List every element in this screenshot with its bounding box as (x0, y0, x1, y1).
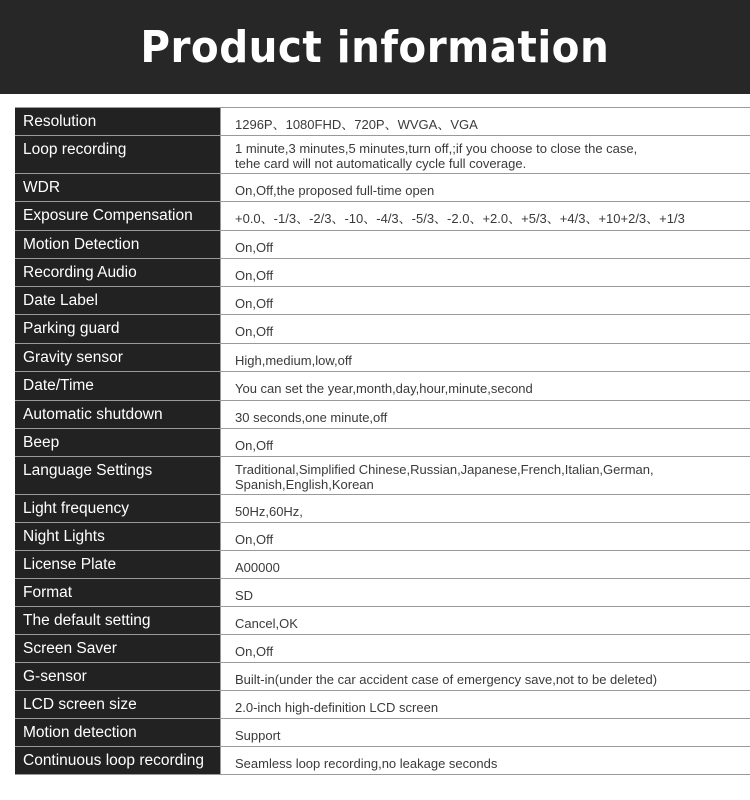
spec-value: 2.0-inch high-definition LCD screen (235, 700, 439, 715)
spec-label: Motion detection (15, 719, 221, 746)
spec-row-beep (15, 429, 750, 457)
spec-row-motion-detection-support (15, 719, 750, 747)
spec-value: Seamless loop recording,no leakage seconds (235, 756, 498, 771)
spec-label: Light frequency (15, 495, 221, 522)
spec-value: On,Off (235, 296, 274, 311)
spec-label: Resolution (15, 108, 221, 135)
spec-value: On,Off,the proposed full-time open (235, 183, 435, 198)
spec-value: 1 minute,3 minutes,5 minutes,turn off,;if you choose to close the case, tehe card will not automatically cycle full coverage. (235, 141, 638, 171)
spec-label: Screen Saver (15, 635, 221, 662)
spec-label: Night Lights (15, 523, 221, 550)
spec-label: Beep (15, 429, 221, 456)
spec-row-light-frequency (15, 495, 750, 523)
spec-row-language-settings (15, 457, 750, 495)
spec-value: On,Off (235, 644, 274, 659)
spec-row-format (15, 579, 750, 607)
spec-row-automatic-shutdown (15, 401, 750, 429)
spec-label: License Plate (15, 551, 221, 578)
spec-value: You can set the year,month,day,hour,minute,second (235, 381, 533, 396)
spec-value: Built-in(under the car accident case of emergency save,not to be deleted) (235, 672, 658, 687)
spec-row-recording-audio (15, 259, 750, 287)
spec-row-lcd-screen-size (15, 691, 750, 719)
spec-value: On,Off (235, 324, 274, 339)
spec-row-motion-detection (15, 231, 750, 259)
spec-value: Traditional,Simplified Chinese,Russian,Japanese,French,Italian,German, Spanish,English,Korean (235, 462, 654, 492)
spec-label: Parking guard (15, 315, 221, 343)
spec-label: Automatic shutdown (15, 401, 221, 428)
spec-label: Continuous loop recording (15, 747, 221, 774)
spec-row-night-lights (15, 523, 750, 551)
spec-row-default-setting (15, 607, 750, 635)
spec-value: Cancel,OK (235, 616, 298, 631)
spec-row-parking-guard (15, 315, 750, 344)
spec-label: Recording Audio (15, 259, 221, 286)
spec-label: Date/Time (15, 372, 221, 400)
spec-row-g-sensor (15, 663, 750, 691)
spec-label: Language Settings (15, 457, 221, 494)
spec-label: Date Label (15, 287, 221, 314)
spec-label: Exposure Compensation (15, 202, 221, 230)
spec-table (15, 107, 750, 775)
page-title: Product information (140, 21, 610, 73)
spec-row-loop-recording (15, 136, 750, 174)
spec-row-license-plate (15, 551, 750, 579)
spec-row-wdr (15, 174, 750, 202)
spec-value: On,Off (235, 532, 274, 547)
spec-label: Loop recording (15, 136, 221, 173)
spec-value: Support (235, 728, 281, 743)
spec-value: SD (235, 588, 254, 603)
spec-value: A00000 (235, 560, 280, 575)
spec-label: Format (15, 579, 221, 606)
spec-value: High,medium,low,off (235, 353, 352, 368)
spec-value: On,Off (235, 240, 274, 255)
spec-row-date-time (15, 372, 750, 401)
spec-row-continuous-loop-recording (15, 747, 750, 775)
spec-label: Gravity sensor (15, 344, 221, 371)
spec-value: On,Off (235, 268, 274, 283)
spec-value: 30 seconds,one minute,off (235, 410, 388, 425)
spec-row-exposure-compensation (15, 202, 750, 231)
spec-label: G-sensor (15, 663, 221, 690)
spec-value: 50Hz,60Hz, (235, 504, 303, 519)
spec-value: On,Off (235, 438, 274, 453)
spec-label: Motion Detection (15, 231, 221, 258)
spec-row-screen-saver (15, 635, 750, 663)
spec-label: WDR (15, 174, 221, 201)
spec-label: The default setting (15, 607, 221, 634)
spec-label: LCD screen size (15, 691, 221, 718)
spec-row-gravity-sensor (15, 344, 750, 372)
spec-row-date-label (15, 287, 750, 315)
spec-row-resolution (15, 108, 750, 136)
spec-value: 1296P、1080FHD、720P、WVGA、VGA (235, 117, 478, 132)
header-banner (0, 0, 750, 94)
spec-value: +0.0、-1/3、-2/3、-10、-4/3、-5/3、-2.0、+2.0、+5/3、+4/3、+10+2/3、+1/3 (235, 211, 685, 226)
